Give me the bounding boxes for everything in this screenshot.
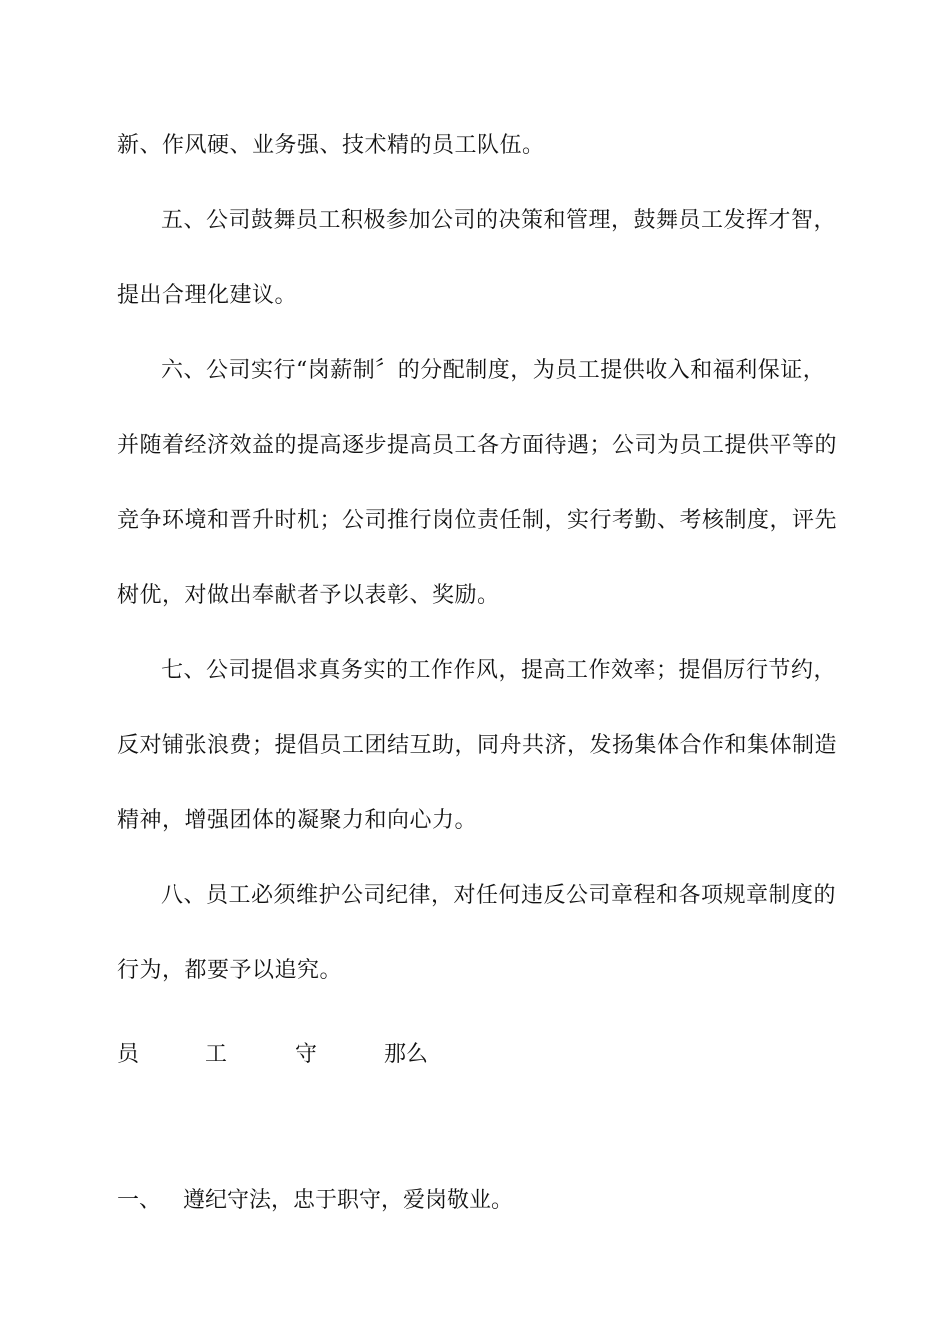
- paragraph-line: 五、公司鼓舞员工积极参加公司的决策和管理，鼓舞员工发挥才智，: [161, 208, 837, 233]
- paragraph-line: 新、作风硬、业务强、技术精的员工队伍。: [117, 133, 545, 158]
- paragraph-line: 七、公司提倡求真务实的工作作风，提高工作效率；提倡厉行节约，: [161, 658, 837, 683]
- paragraph-line: 八、员工必须维护公司纪律，对任何违反公司章程和各项规章制度的: [161, 883, 837, 908]
- list-item-number: 一、: [117, 1188, 162, 1213]
- paragraph-line: 树优，对做出奉献者予以表彰、奖励。: [117, 583, 500, 608]
- list-item-text: 遵纪守法，忠于职守，爱岗敬业。: [183, 1188, 514, 1213]
- paragraph-line: 竞争环境和晋升时机；公司推行岗位责任制，实行考勤、考核制度，评先: [117, 508, 838, 533]
- paragraph-line: 反对铺张浪费；提倡员工团结互助，同舟共济，发扬集体合作和集体制造: [117, 733, 838, 758]
- paragraph-line: 提出合理化建议。: [117, 283, 298, 308]
- heading-char: 员: [117, 1042, 140, 1067]
- paragraph-line: 行为，都要予以追究。: [117, 958, 343, 983]
- heading-char: 那么: [384, 1042, 429, 1067]
- heading-char: 工: [205, 1042, 228, 1067]
- paragraph-line: 精神，增强团体的凝聚力和向心力。: [117, 808, 478, 833]
- paragraph-line: 并随着经济效益的提高逐步提高员工各方面待遇；公司为员工提供平等的: [117, 433, 838, 458]
- paragraph-line: 六、公司实行“岗薪制〞的分配制度，为员工提供收入和福利保证，: [161, 358, 826, 383]
- heading-char: 守: [295, 1042, 318, 1067]
